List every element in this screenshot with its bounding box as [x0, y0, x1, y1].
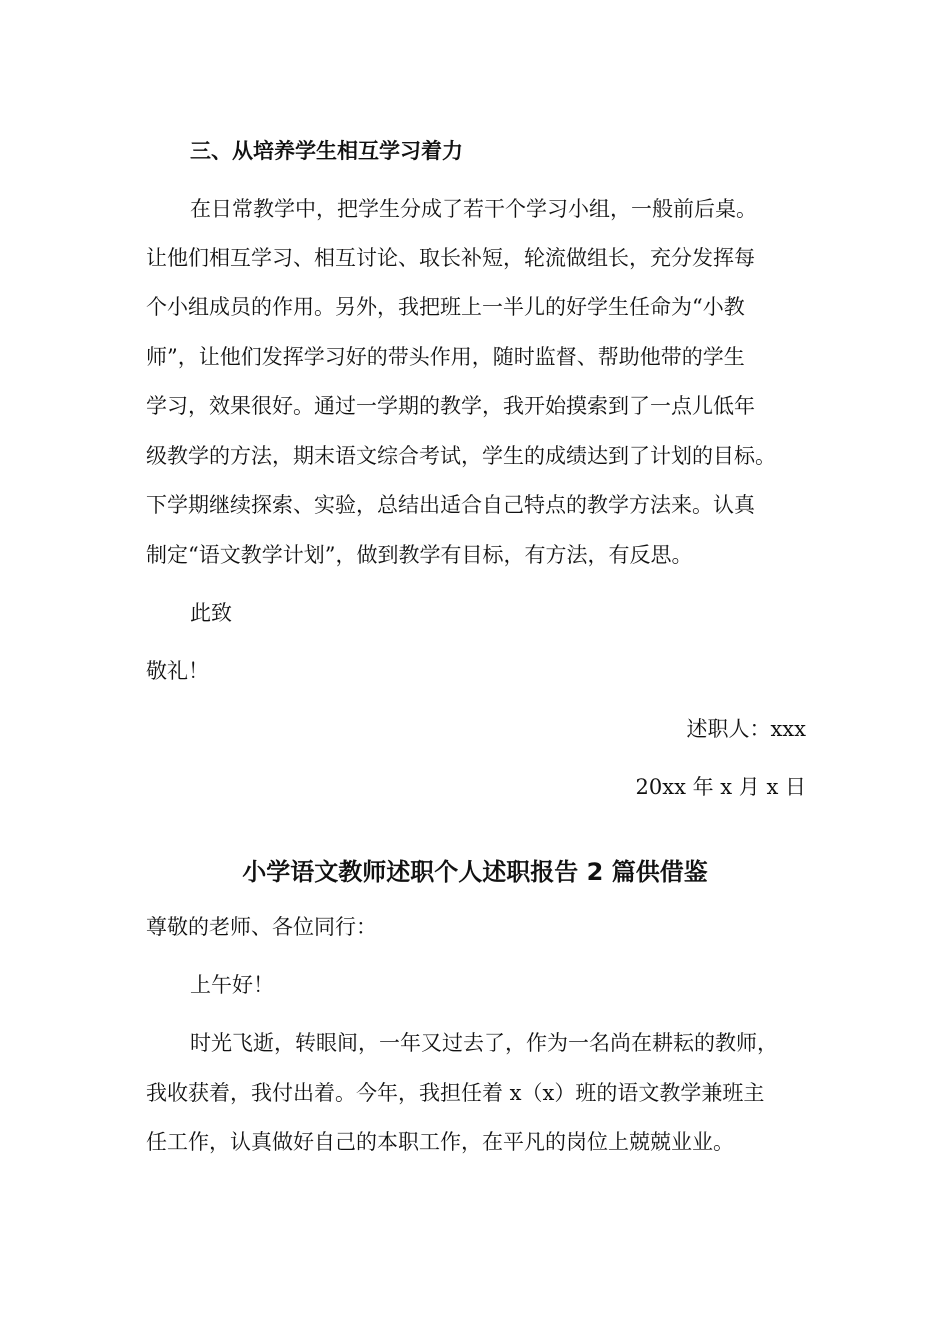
- report-title: 小学语文教师述职个人述职报告 2 篇供借鉴: [242, 858, 708, 886]
- reporter-signature: 述职人：xxx: [686, 717, 806, 741]
- paragraph-line: 下学期继续探索、实验，总结出适合自己特点的教学方法来。认真: [146, 493, 755, 517]
- paragraph-line: 任工作，认真做好自己的本职工作，在平凡的岗位上兢兢业业。: [146, 1130, 734, 1154]
- paragraph-line: 在日常教学中，把学生分成了若干个学习小组，一般前后桌。: [190, 197, 757, 221]
- paragraph-line: 学习，效果很好。通过一学期的教学，我开始摸索到了一点儿低年: [146, 394, 755, 418]
- paragraph-line: 我收获着，我付出着。今年，我担任着 x（x）班的语文教学兼班主: [146, 1081, 765, 1105]
- paragraph-line: 时光飞逝，转眼间，一年又过去了，作为一名尚在耕耘的教师，: [190, 1031, 778, 1055]
- paragraph-line: 个小组成员的作用。另外，我把班上一半儿的好学生任命为“小教: [146, 295, 745, 319]
- closing-jing-li: 敬礼！: [146, 659, 209, 683]
- salutation: 尊敬的老师、各位同行：: [146, 915, 377, 939]
- paragraph-line: 制定“语文教学计划”，做到教学有目标，有方法，有反思。: [146, 543, 693, 567]
- paragraph-line: 级教学的方法，期末语文综合考试，学生的成绩达到了计划的目标。: [146, 444, 776, 468]
- greeting: 上午好！: [190, 973, 274, 997]
- closing-ci-zhi: 此致: [190, 601, 232, 625]
- section-heading: 三、从培养学生相互学习着力: [190, 139, 463, 163]
- report-date: 20xx 年 x 月 x 日: [635, 775, 806, 799]
- paragraph-line: 让他们相互学习、相互讨论、取长补短，轮流做组长，充分发挥每: [146, 246, 755, 270]
- paragraph-line: 师”，让他们发挥学习好的带头作用，随时监督、帮助他带的学生: [146, 345, 745, 369]
